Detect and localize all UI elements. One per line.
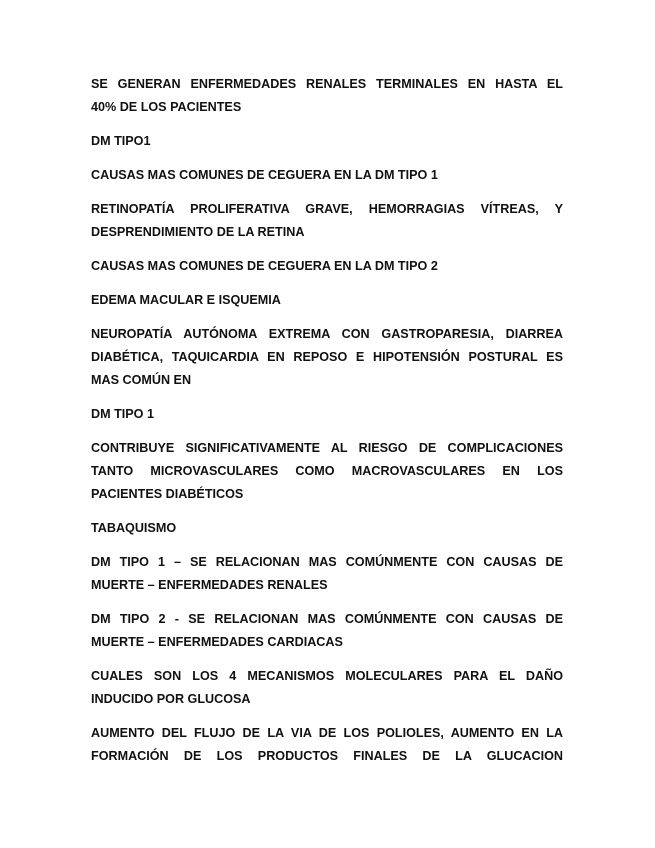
text-line: DM TIPO 1 [91, 407, 154, 421]
paragraph [91, 665, 563, 711]
text-line: TANTO MICROVASCULARES COMO MACROVASCULARES EN LOS [91, 464, 563, 478]
text-line: TABAQUISMO [91, 521, 177, 535]
text-line: MUERTE – ENFERMEDADES CARDIACAS [91, 635, 343, 649]
document-page [91, 73, 563, 779]
paragraph [91, 73, 563, 119]
text-line: 40% DE LOS PACIENTES [91, 100, 242, 114]
text-line: CUALES SON LOS 4 MECANISMOS MOLECULARES PARA EL DAÑO [91, 669, 563, 683]
paragraph [91, 608, 563, 654]
paragraph [91, 551, 563, 597]
text-line: MAS COMÚN EN [91, 373, 192, 387]
text-line: CAUSAS MAS COMUNES DE CEGUERA EN LA DM TIPO 2 [91, 259, 438, 273]
text-line: NEUROPATÍA AUTÓNOMA EXTREMA CON GASTROPARESIA, DIARREA [91, 327, 563, 341]
paragraph [91, 255, 563, 278]
text-line: RETINOPATÍA PROLIFERATIVA GRAVE, HEMORRAGIAS VÍTREAS, Y [91, 202, 563, 216]
paragraph [91, 517, 563, 540]
text-line: DIABÉTICA, TAQUICARDIA EN REPOSO E HIPOTENSIÓN POSTURAL ES [91, 350, 563, 364]
paragraph [91, 289, 563, 312]
text-line: SE GENERAN ENFERMEDADES RENALES TERMINALES EN HASTA EL [91, 77, 563, 91]
paragraph [91, 403, 563, 426]
paragraph [91, 164, 563, 187]
paragraph [91, 722, 563, 768]
text-line: DM TIPO 1 – SE RELACIONAN MAS COMÚNMENTE CON CAUSAS DE [91, 555, 563, 569]
text-line: CONTRIBUYE SIGNIFICATIVAMENTE AL RIESGO DE COMPLICACIONES [91, 441, 563, 455]
paragraph [91, 323, 563, 392]
paragraph [91, 130, 563, 153]
text-line: DM TIPO 2 - SE RELACIONAN MAS COMÚNMENTE CON CAUSAS DE [91, 612, 563, 626]
text-line: CAUSAS MAS COMUNES DE CEGUERA EN LA DM TIPO 1 [91, 168, 438, 182]
text-line: MUERTE – ENFERMEDADES RENALES [91, 578, 328, 592]
paragraph [91, 437, 563, 506]
text-line: INDUCIDO POR GLUCOSA [91, 692, 251, 706]
text-line: EDEMA MACULAR E ISQUEMIA [91, 293, 281, 307]
text-line: AUMENTO DEL FLUJO DE LA VIA DE LOS POLIOLES, AUMENTO EN LA [91, 726, 563, 740]
text-line: PACIENTES DIABÉTICOS [91, 487, 244, 501]
text-line: DESPRENDIMIENTO DE LA RETINA [91, 225, 305, 239]
paragraph [91, 198, 563, 244]
text-line: FORMACIÓN DE LOS PRODUCTOS FINALES DE LA GLUCACION [91, 749, 563, 763]
text-line: DM TIPO1 [91, 134, 151, 148]
